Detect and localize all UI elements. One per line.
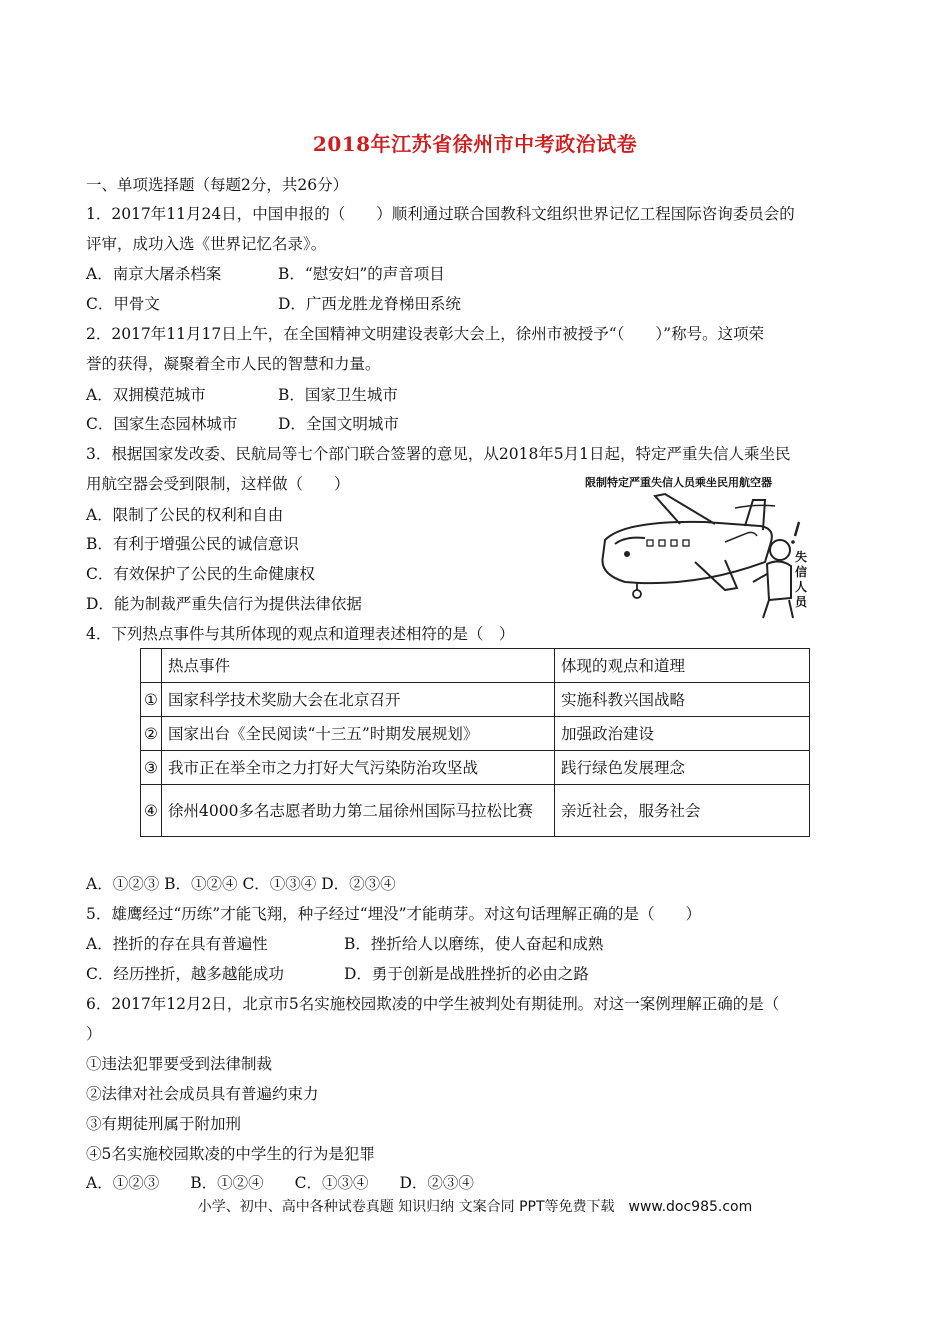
table-row <box>141 683 810 717</box>
q4-stem: 4．下列热点事件与其所体现的观点和道理表述相符的是（ ） <box>86 625 515 643</box>
table-cell-num: ④ <box>141 785 162 837</box>
q2-option-c: C．国家生态园林城市 <box>86 415 238 433</box>
table-cell-idea: 践行绿色发展理念 <box>555 751 810 785</box>
q1-stem-line2: 评审，成功入选《世界记忆名录》。 <box>86 235 327 253</box>
q3-figure-side-label: 失信人员 <box>795 550 808 609</box>
q3-option-a: A．限制了公民的权利和自由 <box>86 506 284 524</box>
table-cell-event: 国家出台《全民阅读“十三五”时期发展规划》 <box>162 717 555 751</box>
table-row <box>141 785 810 837</box>
q3-illustration <box>585 470 865 640</box>
q3-option-d: D．能为制裁严重失信行为提供法律依据 <box>86 595 362 613</box>
q2-option-b: B．国家卫生城市 <box>278 386 398 404</box>
q6-stem-line1: 6．2017年12月2日，北京市5名实施校园欺凌的中学生被判处有期徒刑。对这一案例理解正确的是（ <box>86 995 780 1013</box>
q5-stem: 5．雄鹰经过“历练”才能飞翔，种子经过“埋没”才能萌芽。对这句话理解正确的是（ ） <box>86 905 702 923</box>
q5-option-d: D．勇于创新是战胜挫折的必由之路 <box>344 965 589 983</box>
page-title: 2018年江苏省徐州市中考政治试卷 <box>312 132 638 156</box>
table-header-row <box>141 649 810 683</box>
q6-statement-3: ③有期徒刑属于附加刑 <box>86 1115 242 1133</box>
table-header-event: 热点事件 <box>162 649 555 683</box>
table-cell-idea: 加强政治建设 <box>555 717 810 751</box>
table-row <box>141 751 810 785</box>
q5-option-b: B．挫折给人以磨练，使人奋起和成熟 <box>344 935 604 953</box>
q4-table <box>140 648 810 837</box>
q3-stem-line2: 用航空器会受到限制，这样做（ ） <box>86 475 350 493</box>
table-cell-idea: 实施科教兴国战略 <box>555 683 810 717</box>
q2-option-d: D．全国文明城市 <box>278 415 399 433</box>
q5-option-c: C．经历挫折，越多越能成功 <box>86 965 284 983</box>
table-header-num <box>141 649 162 683</box>
q1-option-a: A．南京大屠杀档案 <box>86 265 222 283</box>
q6-statement-4: ④5名实施校园欺凌的中学生的行为是犯罪 <box>86 1145 375 1163</box>
page-footer: 小学、初中、高中各种试卷真题 知识归纳 文案合同 PPT等免费下载 www.doc985.com <box>197 1199 753 1215</box>
q6-statement-2: ②法律对社会成员具有普遍约束力 <box>86 1085 319 1103</box>
table-cell-event: 徐州4000多名志愿者助力第二届徐州国际马拉松比赛 <box>162 785 555 837</box>
table-cell-num: ① <box>141 683 162 717</box>
table-header-idea: 体现的观点和道理 <box>555 649 810 683</box>
table-row <box>141 717 810 751</box>
section-heading: 一、单项选择题（每题2分，共26分） <box>86 176 349 194</box>
q5-option-a: A．挫折的存在具有普遍性 <box>86 935 268 953</box>
table-cell-event: 我市正在举全市之力打好大气污染防治攻坚战 <box>162 751 555 785</box>
q3-figure-caption: 限制特定严重失信人员乘坐民用航空器 <box>585 476 772 489</box>
q2-stem-line2: 誉的获得，凝聚着全市人民的智慧和力量。 <box>86 355 381 373</box>
q6-statement-1: ①违法犯罪要受到法律制裁 <box>86 1055 273 1073</box>
q1-option-b: B．“慰安妇”的声音项目 <box>278 265 445 283</box>
q1-stem-line1: 1．2017年11月24日，中国申报的（ ）顺利通过联合国教科文组织世界记忆工程国际咨询委员会的 <box>86 205 795 223</box>
q3-option-b: B．有利于增强公民的诚信意识 <box>86 535 299 553</box>
q3-stem-line1: 3．根据国家发改委、民航局等七个部门联合签署的意见，从2018年5月1日起，特定严重失信人乘坐民 <box>86 445 791 463</box>
q6-stem-line2: ） <box>86 1025 102 1043</box>
q2-option-a: A．双拥模范城市 <box>86 386 206 404</box>
q6-options: A．①②③ B．①②④ C．①③④ D．②③④ <box>86 1174 474 1192</box>
q4-options: A．①②③ B．①②④ C．①③④ D．②③④ <box>86 875 396 893</box>
q1-option-c: C．甲骨文 <box>86 295 160 313</box>
table-cell-idea: 亲近社会，服务社会 <box>555 785 810 837</box>
q3-option-c: C．有效保护了公民的生命健康权 <box>86 565 315 583</box>
table-cell-num: ③ <box>141 751 162 785</box>
q2-stem-line1: 2．2017年11月17日上午，在全国精神文明建设表彰大会上，徐州市被授予“（ ）”称号。这项荣 <box>86 325 765 343</box>
table-cell-num: ② <box>141 717 162 751</box>
q1-option-d: D．广西龙胜龙脊梯田系统 <box>278 295 461 313</box>
airplane-cartoon-icon <box>585 470 865 640</box>
table-cell-event: 国家科学技术奖励大会在北京召开 <box>162 683 555 717</box>
